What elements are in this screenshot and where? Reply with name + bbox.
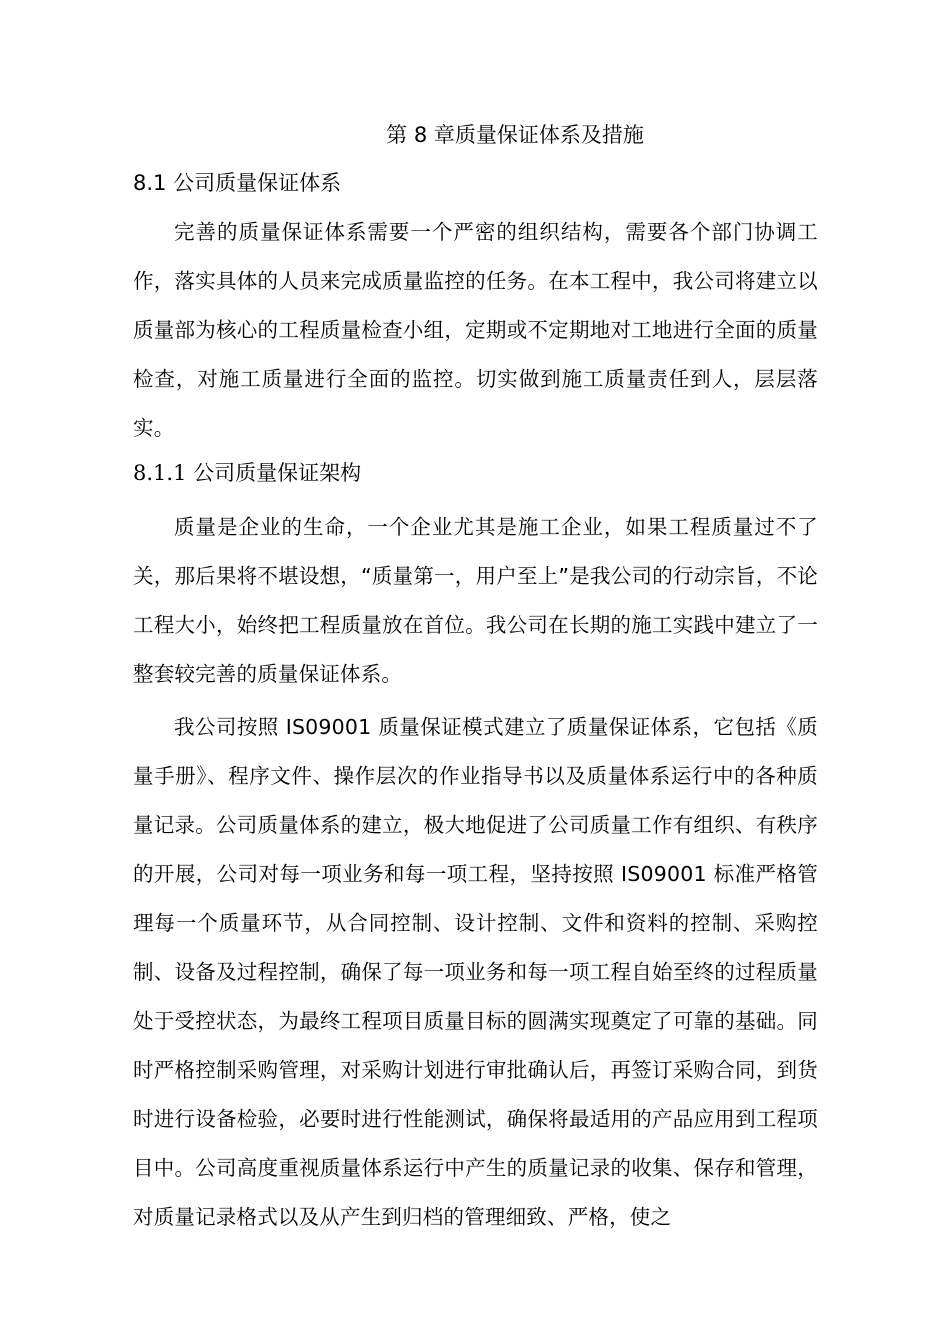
subsection-paragraph-2: 我公司按照 IS09001 质量保证模式建立了质量保证体系，它包括《质量手册》、程序文件、操作层次的作业指导书以及质量体系运行中的各种质量记录。公司质量体系的建立，极大地促进了公司质量工作有组织、有秩序的开展，公司对每一项业务和每一项工程，坚持按照 IS09001 标准严格管理每一个质量环节，从合同控制、设计控制、文件和资料的控制、采购控制、设备及过程控制，确保了每一项业务和每一项工程自始至终的过程质量处于受控状态，为最终工程项目质量目标的圆满实现奠定了可靠的基础。同时严格控制采购管理，对采购计划进行审批确认后，再签订采购合同，到货时进行设备检验，必要时进行性能测试，确保将最适用的产品应用到工程项目中。公司高度重视质量体系运行中产生的质量记录的收集、保存和管理，对质量记录格式以及从产生到归档的管理细致、严格，使之	[133, 715, 818, 1229]
chapter-title: 第 8 章质量保证体系及措施	[386, 123, 644, 147]
subsection-paragraph-1: 质量是企业的生命，一个企业尤其是施工企业，如果工程质量过不了关，那后果将不堪设想，“质量第一，用户至上”是我公司的行动宗旨，不论工程大小，始终把工程质量放在首位。我公司在长期的施工实践中建立了一整套较完善的质量保证体系。	[133, 515, 818, 686]
subsection-heading: 8.1.1 公司质量保证架构	[133, 461, 362, 485]
section-heading: 8.1 公司质量保证体系	[133, 171, 342, 195]
section-paragraph: 完善的质量保证体系需要一个严密的组织结构，需要各个部门协调工作，落实具体的人员来完成质量监控的任务。在本工程中，我公司将建立以质量部为核心的工程质量检查小组，定期或不定期地对工地进行全面的质量检查，对施工质量进行全面的监控。切实做到施工质量责任到人，层层落实。	[133, 220, 818, 440]
